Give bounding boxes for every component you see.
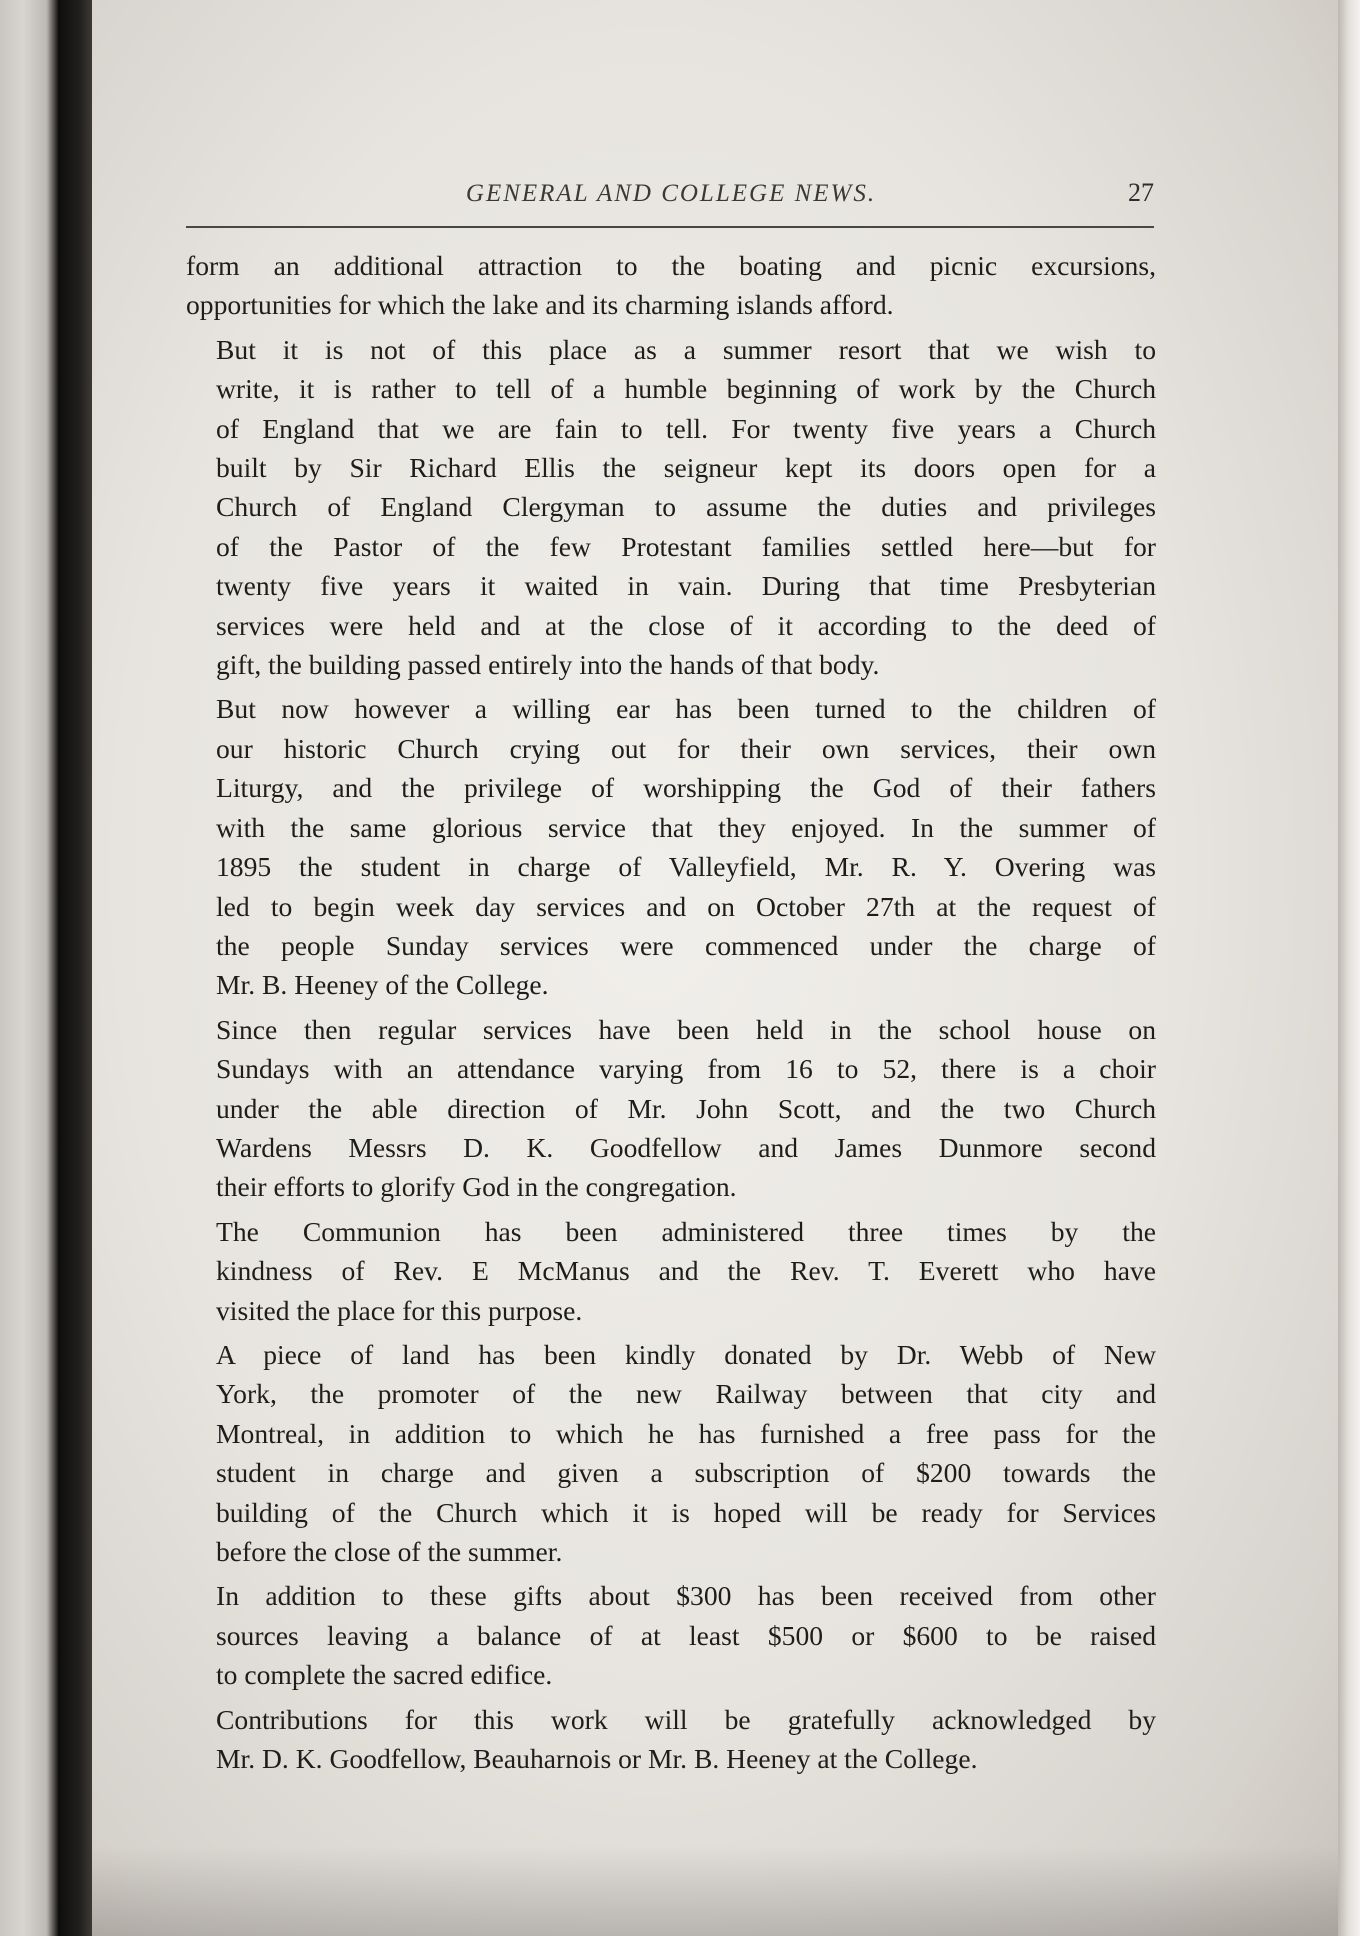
paragraph xyxy=(186,689,1156,1004)
text-line: write, it is rather to tell of a humble beginning of work by the Church xyxy=(216,373,1156,405)
text-line: services were held and at the close of it according to the deed of xyxy=(216,609,1156,641)
text-line: Wardens Messrs D. K. Goodfellow and James Dunmore second xyxy=(216,1131,1156,1163)
text-line: Since then regular services have been held in the school house on xyxy=(216,1013,1156,1045)
previous-page-edge xyxy=(0,0,58,1936)
text-line: Liturgy, and the privilege of worshipping the God of their fathers xyxy=(216,772,1156,804)
text-line: Church of England Clergyman to assume the duties and privileges xyxy=(216,491,1156,523)
text-line: form an additional attraction to the boating and picnic excursions, xyxy=(186,250,1156,281)
book-spine-shadow xyxy=(58,0,92,1936)
text-line: The Communion has been administered three times by the xyxy=(216,1215,1156,1247)
text-line: under the able direction of Mr. John Scott, and the two Church xyxy=(216,1092,1156,1124)
text-line: A piece of land has been kindly donated by Dr. Webb of New xyxy=(216,1338,1156,1370)
running-head: GENERAL AND COLLEGE NEWS. xyxy=(465,180,877,207)
text-line: opportunities for which the lake and its charming islands afford. xyxy=(186,289,894,321)
page-number: 27 xyxy=(1128,178,1154,207)
header-rule xyxy=(186,226,1154,228)
paragraph xyxy=(186,330,1156,685)
text-line: Mr. D. K. Goodfellow, Beauharnois or Mr. B. Heeney at the College. xyxy=(216,1743,978,1775)
article-body xyxy=(186,246,1156,1783)
text-line: the people Sunday services were commenced under the charge of xyxy=(216,929,1156,961)
text-line: sources leaving a balance of at least $500 or $600 to be raised xyxy=(216,1619,1156,1651)
paragraph xyxy=(186,1576,1156,1694)
paragraph xyxy=(186,1700,1156,1779)
text-line: built by Sir Richard Ellis the seigneur kept its doors open for a xyxy=(216,452,1156,484)
paragraph xyxy=(186,1010,1156,1207)
text-line: But it is not of this place as a summer resort that we wish to xyxy=(216,333,1156,365)
text-line: our historic Church crying out for their own services, their own xyxy=(216,732,1156,764)
paragraph xyxy=(186,1212,1156,1330)
text-line: Mr. B. Heeney of the College. xyxy=(216,969,549,1001)
text-line: student in charge and given a subscription of $200 towards the xyxy=(216,1457,1156,1489)
paragraph xyxy=(186,246,1156,325)
text-line: visited the place for this purpose. xyxy=(216,1294,583,1326)
page-bottom-shadow xyxy=(92,1846,1338,1936)
text-line: before the close of the summer. xyxy=(216,1536,563,1567)
text-line: with the same glorious service that they enjoyed. In the summer of xyxy=(216,811,1156,843)
text-line: led to begin week day services and on October 27th at the request of xyxy=(216,890,1156,922)
text-line: York, the promoter of the new Railway between that city and xyxy=(216,1378,1156,1410)
text-line: kindness of Rev. E McManus and the Rev. T. Everett who have xyxy=(216,1255,1156,1287)
text-line: Contributions for this work will be gratefully acknowledged by xyxy=(216,1703,1156,1735)
text-line: their efforts to glorify God in the congregation. xyxy=(216,1171,737,1203)
text-line: to complete the sacred edifice. xyxy=(216,1659,553,1691)
text-line: of the Pastor of the few Protestant families settled here—but for xyxy=(216,530,1156,562)
text-line: building of the Church which it is hoped will be ready for Services xyxy=(216,1496,1156,1528)
text-line: Sundays with an attendance varying from 16 to 52, there is a choir xyxy=(216,1053,1156,1085)
text-line: 1895 the student in charge of Valleyfield, Mr. R. Y. Overing was xyxy=(216,851,1156,883)
page-right-edge xyxy=(1338,0,1360,1936)
text-line: of England that we are fain to tell. For twenty five years a Church xyxy=(216,412,1156,444)
text-line: But now however a willing ear has been turned to the children of xyxy=(216,693,1156,725)
text-line: Montreal, in addition to which he has furnished a free pass for the xyxy=(216,1417,1156,1449)
text-line: twenty five years it waited in vain. During that time Presbyterian xyxy=(216,570,1156,602)
paragraph xyxy=(186,1335,1156,1571)
page-header xyxy=(186,170,1156,222)
text-line: gift, the building passed entirely into the hands of that body. xyxy=(216,649,880,681)
text-line: In addition to these gifts about $300 has been received from other xyxy=(216,1580,1156,1612)
